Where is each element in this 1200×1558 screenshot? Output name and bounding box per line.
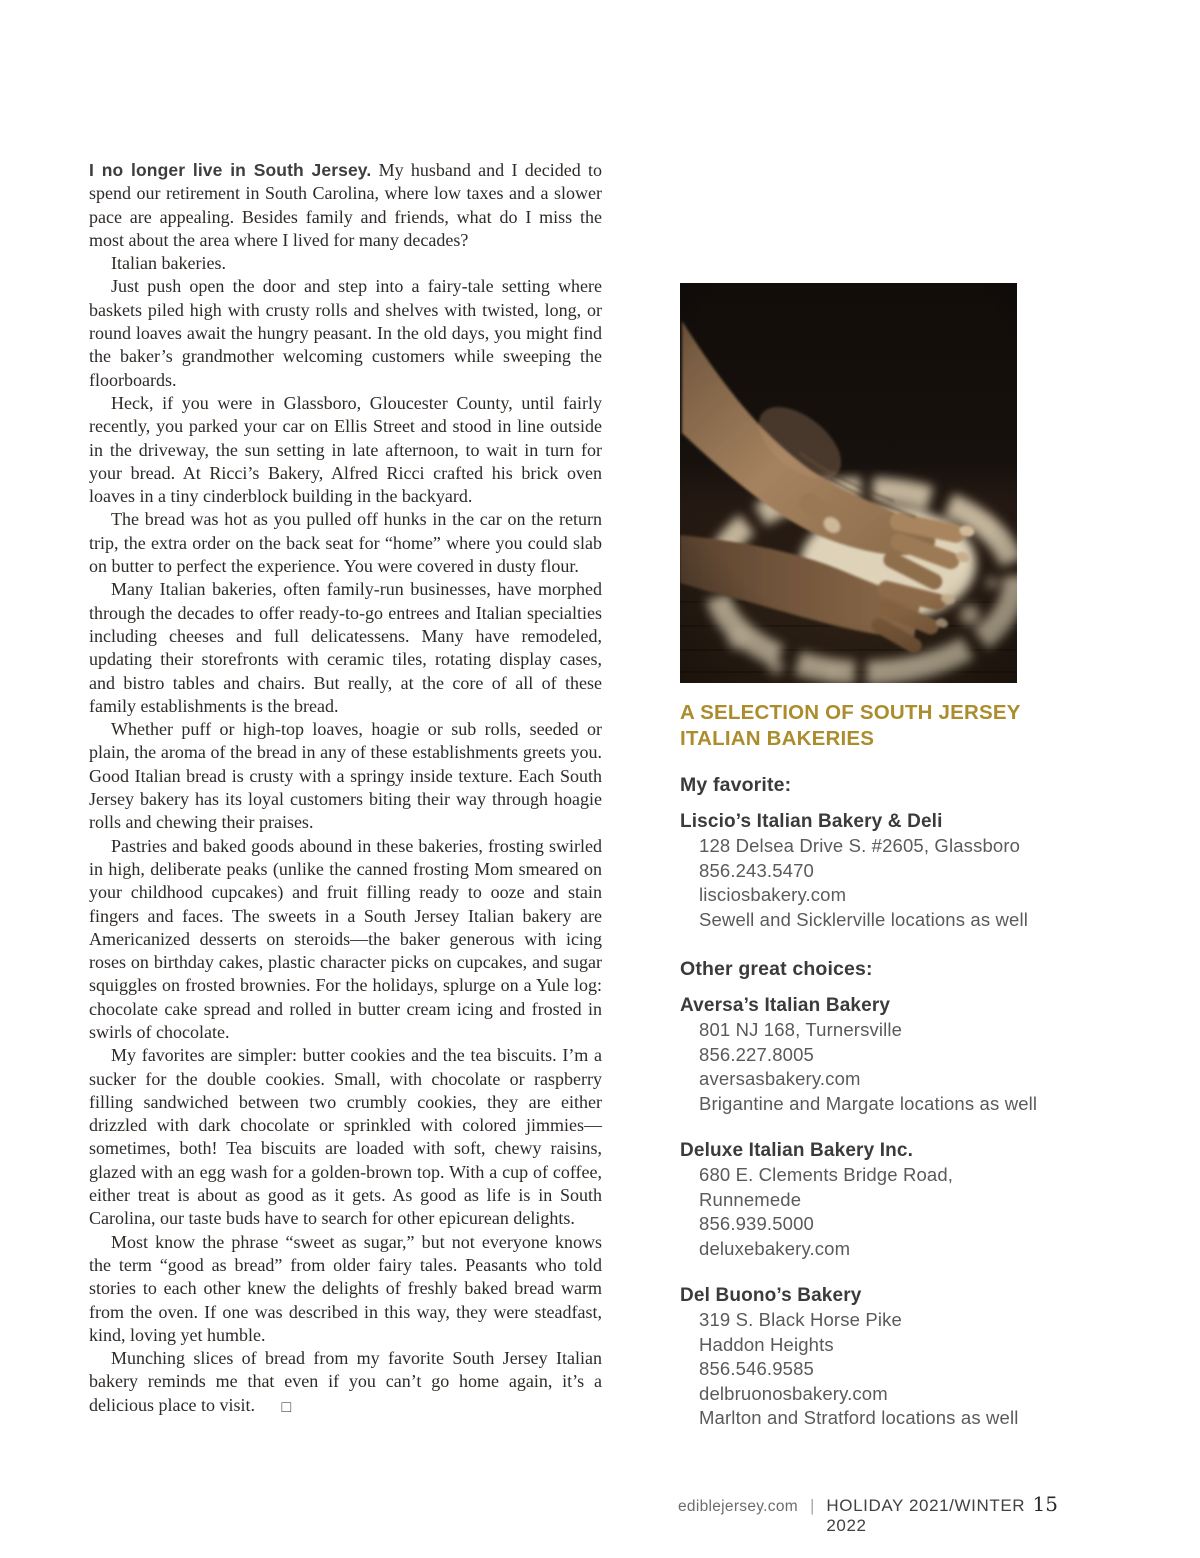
page-footer: [678, 1492, 1058, 1536]
bakery-address: 319 S. Black Horse Pike: [699, 1309, 902, 1330]
article-paragraph: [89, 1347, 602, 1417]
article-paragraph: Most know the phrase “sweet as sugar,” but not everyone knows the term “good as bread” from older fairy tales. Peasants who told stories to each other knew the delights of freshly baked bread warm from the oven. If one was described in this way, they were steadfast, kind, loving yet humble.: [89, 1231, 602, 1345]
sidebar-heading-line2: ITALIAN BAKERIES: [680, 727, 875, 750]
bakery-phone: 856.939.5000: [699, 1213, 814, 1234]
bakery-note: Sewell and Sicklerville locations as well: [699, 908, 1029, 930]
bakery-note: Marlton and Stratford locations as well: [699, 1407, 1019, 1428]
article-paragraph: The bread was hot as you pulled off hunks in the car on the return trip, the extra order on the back seat for “home” where you could slab on butter to perfect the experience. You were covered in dusty flour.: [89, 509, 602, 577]
bakery-listing-deluxe: [680, 1138, 1052, 1261]
article-end-mark: □: [281, 1398, 292, 1416]
article-paragraph: Just push open the door and step into a fairy-tale setting where baskets piled high with crusty rolls and shelves with twisted, long, or round loaves await the hungry peasant. In the old days, you might find the baker’s grandmother welcoming customers while sweeping the floorboards.: [89, 276, 602, 390]
bakery-directory: [680, 700, 1052, 1453]
sidebar-heading-line1: A SELECTION OF SOUTH JERSEY: [680, 701, 1021, 724]
article-column: [89, 159, 602, 1417]
page-number: 15: [1032, 1492, 1058, 1516]
article-paragraph: Heck, if you were in Glassboro, Gloucester County, until fairly recently, you parked your car on Ellis Street and stood in line outside in the driveway, the sun setting in late afternoon, to wait in turn for your bread. At Ricci’s Bakery, Alfred Ricci crafted his brick oven loaves in a tiny cinderblock building in the backyard.: [89, 392, 602, 507]
bakery-phone: 856.227.8005: [699, 1043, 814, 1065]
bakery-name: Liscio’s Italian Bakery & Deli: [680, 811, 943, 832]
article-paragraph: Many Italian bakeries, often family-run businesses, have morphed through the decades to offer ready-to-go entrees and Italian specialties including cheeses and full delicatessens. Many have remodeled, updating their storefronts with ceramic tiles, rotating display cases, and bistro tables and chairs. But really, at the core of all of these family establishments is the bread.: [89, 579, 602, 716]
bakery-city: Haddon Heights: [699, 1333, 834, 1355]
article-paragraph-text: Munching slices of bread from my favorite South Jersey Italian bakery reminds me that even if you can’t go home again, it’s a delicious place to visit.: [89, 1348, 602, 1415]
section-label-my-favorite: My favorite:: [680, 774, 792, 796]
bakery-address: 801 NJ 168, Turnersville: [699, 1019, 903, 1040]
bakery-phone: 856.546.9585: [699, 1358, 814, 1379]
sidebar-heading: [680, 700, 1052, 752]
footer-issue-label: HOLIDAY 2021/WINTER 2022: [826, 1496, 1026, 1535]
article-paragraph: Pastries and baked goods abound in these bakeries, frosting swirled in high, deliberate peaks (unlike the canned frosting Mom smeared on your childhood cupcakes) and fruit filling ready to ooze and stain fingers and faces. The sweets in a South Jersey Italian bakery are Americanized desserts on steroids—the baker generous with icing roses on birthday cakes, plastic character picks on cupcakes, and sugar squiggles on frosted brownies. For the holidays, splurge on a Yule log: chocolate cake spread and rolled in butter cream icing and frosted in swirls of chocolate.: [89, 835, 602, 1042]
section-label-other-choices: Other great choices:: [680, 958, 873, 980]
bakery-listing-del-buonos: [680, 1283, 1052, 1431]
article-paragraph: Italian bakeries.: [111, 253, 226, 274]
article-paragraph: My favorites are simpler: butter cookies and the tea biscuits. I’m a sucker for the double cookies. Small, with chocolate or raspberry filling sandwiched between two crumbly cookies, they are either drizzled with dark chocolate or sprinkled with colored jimmies—sometimes, both! Tea biscuits are loaded with soft, chewy raisins, glazed with an egg wash for a golden-brown top. With a cup of coffee, either treat is about as good as it gets. As good as life is in South Carolina, our taste buds have to search for other epicurean delights.: [89, 1045, 602, 1229]
bakery-address: 128 Delsea Drive S. #2605, Glassboro: [699, 835, 1021, 856]
bakery-phone: 856.243.5470: [699, 859, 814, 881]
bakers-hands-photo: [680, 283, 1017, 683]
bakery-website: delbruonosbakery.com: [699, 1382, 888, 1404]
bakery-listing-aversas: [680, 993, 1052, 1116]
article-paragraph: Whether puff or high-top loaves, hoagie or sub rolls, seeded or plain, the aroma of the bread in any of these establishments greets you. Good Italian bread is crusty with a springy inside texture. Each South Jersey bakery has its loyal customers biting their way through hoagie rolls and chewing their praises.: [89, 719, 602, 833]
bakery-website: deluxebakery.com: [699, 1237, 851, 1259]
footer-divider: |: [809, 1496, 815, 1515]
footer-site-url: ediblejersey.com: [678, 1498, 798, 1515]
bakery-name: Del Buono’s Bakery: [680, 1285, 862, 1306]
bakery-website: aversasbakery.com: [699, 1068, 861, 1089]
article-lead-in: I no longer live in South Jersey.: [89, 160, 372, 180]
bakery-website: lisciosbakery.com: [699, 884, 847, 905]
bakery-note: Brigantine and Margate locations as well: [699, 1092, 1038, 1114]
bakery-listing-liscios: [680, 809, 1052, 932]
article-paragraph: [89, 159, 602, 252]
article-paragraph-text: My husband and I decided to spend our retirement in South Carolina, where low taxes and a slower pace are appealing. Besides family and friends, what do I miss the most about the area where I lived for many decades?: [89, 160, 603, 250]
bakery-name: Deluxe Italian Bakery Inc.: [680, 1140, 914, 1161]
bakery-address: 680 E. Clements Bridge Road, Runnemede: [699, 1164, 954, 1210]
bakery-name: Aversa’s Italian Bakery: [680, 995, 891, 1016]
bakers-hands-illustration: [680, 283, 1017, 683]
